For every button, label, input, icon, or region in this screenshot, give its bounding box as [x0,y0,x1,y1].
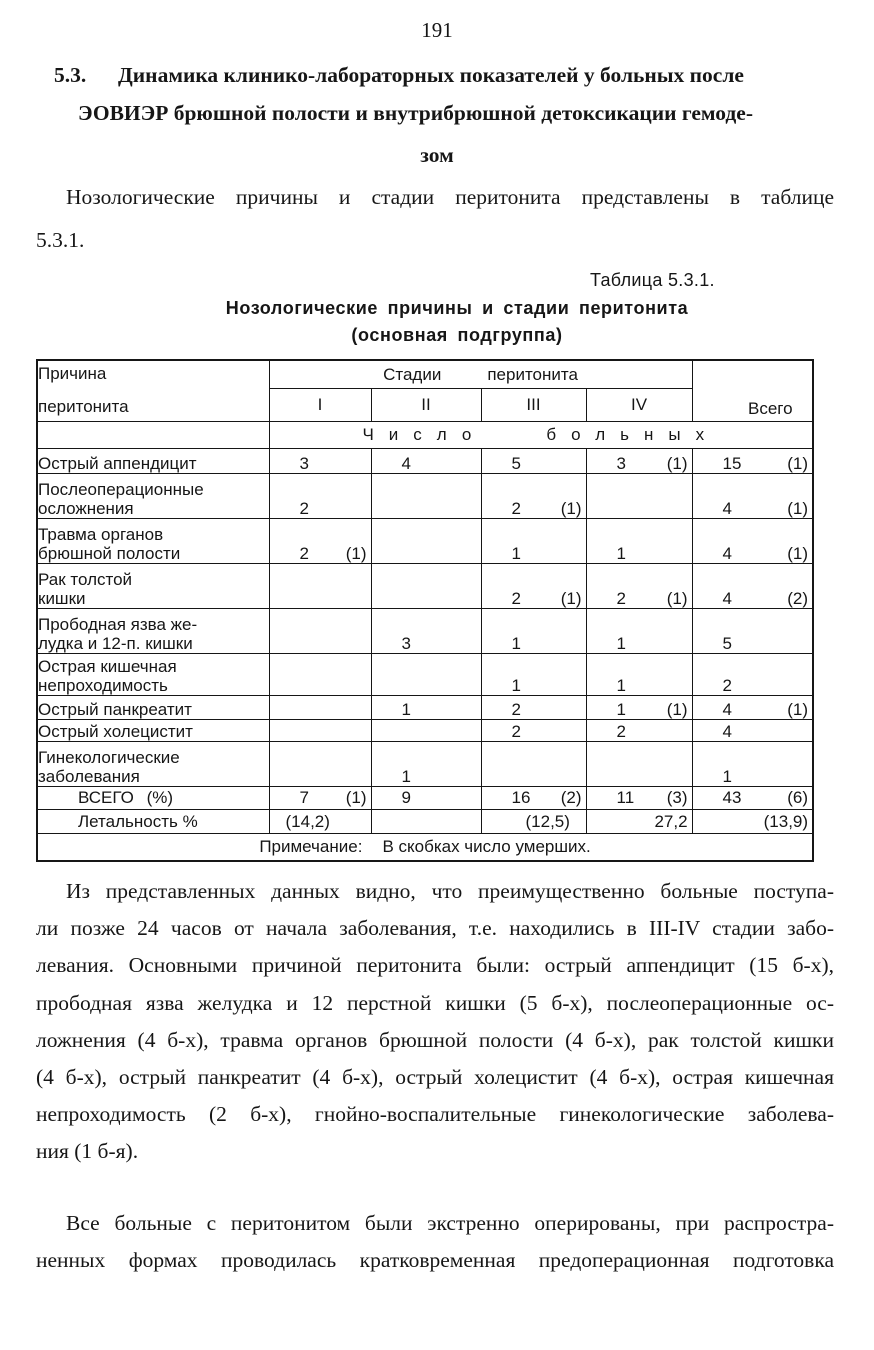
table-row [37,741,813,786]
patient-count: 43 [722,788,742,807]
header-cause-line-1: Причина [38,364,107,383]
cell-r6-c2 [481,695,586,719]
patient-count: 3 [401,633,411,653]
paragraph-line: ли позже 24 часов от начала заболевания, т.е. находились в III-IV стадии забо- [36,916,834,941]
table-row [37,719,813,741]
cell-r1-c0 [269,473,371,518]
cell-r4-c2 [481,608,586,653]
cell-r7-c2 [481,719,586,741]
header-stages [269,360,692,388]
cause-name-line: лудка и 12-п. кишки [38,633,193,653]
cell-r8-c4 [692,741,813,786]
cause-name-line: Острый панкреатит [38,699,192,719]
stage-header-1: I [269,388,371,421]
patient-count: 2 [616,721,626,741]
paragraph-line: ненных формах проводилась кратковременная предоперационная подготовка [36,1248,834,1273]
cause-name-line: Травма органов [38,524,164,544]
cause-name-line: осложнения [38,498,134,518]
cell-r6-c1 [371,695,481,719]
table-row [37,695,813,719]
count-spacer [37,421,269,448]
patient-count: 1 [722,766,733,786]
patient-count: 4 [722,699,733,719]
note-row [37,833,813,861]
paragraph-line: непроходимость (2 б-х), гнойно-воспалительные гинекологические заболева- [36,1102,834,1127]
stage-header-3: III [481,388,586,421]
cell-content [482,499,586,518]
mortality-value: (14,2) [269,809,371,833]
cell-r7-c4 [692,719,813,741]
cell-r2-c3 [586,518,692,563]
cause-name-line: брюшной полости [38,543,181,563]
cell-content [270,788,371,807]
cell-r8-c1 [371,741,481,786]
cell-r2-c1 [371,518,481,563]
section-title-line-2: ЭОВИЭР брюшной полости и внутрибрюшной детоксикации гемоде- [78,101,753,125]
cell-rtotal-c3 [586,786,692,809]
death-count: (1) [666,699,688,719]
paragraph-line: левания. Основными причиной перитонита были: острый аппендицит (15 б-х), [36,953,834,978]
peritonitis-table [36,359,814,862]
patient-count: 1 [401,699,411,719]
cause-name-line: заболевания [38,766,140,786]
header-total: Всего [692,360,813,421]
mortality-value: (12,5) [481,809,586,833]
patient-count: 1 [616,699,626,719]
cell-r5-c4 [692,653,813,695]
paragraph-line: Все больные с перитонитом были экстренно оперированы, при распростра- [66,1211,834,1235]
cell-content [482,676,586,695]
cell-content [587,454,692,473]
cell-content [372,700,481,719]
cell-rtotal-c0 [269,786,371,809]
header-cause [37,360,269,421]
stage-header-2: II [371,388,481,421]
section-title-line-3: зом [420,143,454,167]
cause-name-line: кишки [38,588,86,608]
cell-content [482,700,586,719]
paragraph-line: прободная язва желудка и 12 перстной кишки (5 б-х), послеоперационные ос- [36,990,834,1015]
cell-r4-c3 [586,608,692,653]
cell-content [587,634,692,653]
patient-count: 2 [722,675,733,695]
death-count: (1) [345,543,367,563]
cell-rtotal-c2 [481,786,586,809]
cell-content [587,788,692,807]
patient-count: 4 [722,498,733,518]
patient-count: 2 [511,588,521,608]
cell-r4-c1 [371,608,481,653]
cell-r5-c3 [586,653,692,695]
death-count: (1) [787,453,809,473]
patient-count: 2 [616,588,626,608]
cell-content [372,634,481,653]
cause-name [37,608,269,653]
cell-r5-c0 [269,653,371,695]
cause-name [37,518,269,563]
cell-rtotal-c4 [692,786,813,809]
cell-content [693,700,813,719]
patient-count: 4 [722,543,733,563]
patient-count: 4 [722,721,733,741]
cell-content [482,454,586,473]
table-row [37,518,813,563]
cell-r5-c1 [371,653,481,695]
death-count: (1) [787,543,809,563]
cell-content [482,634,586,653]
table-note [37,833,813,861]
cell-content [693,454,813,473]
table-row [37,448,813,473]
cell-r0-c1 [371,448,481,473]
patient-count: 2 [299,543,309,563]
patient-count: 16 [511,788,531,807]
cell-r3-c2 [481,563,586,608]
cause-name-line: Острый аппендицит [38,453,197,473]
cause-name [37,448,269,473]
cell-content [693,722,813,741]
cell-content [372,788,481,807]
cell-content [372,454,481,473]
cell-content [693,544,813,563]
cell-content [693,788,813,807]
paragraph-line: ния (1 б-я). [36,1139,139,1164]
mortality-value [371,809,481,833]
total-row [37,786,813,809]
death-count: (1) [787,699,809,719]
cell-r7-c1 [371,719,481,741]
cell-r3-c3 [586,563,692,608]
paragraph-line: Из представленных данных видно, что преимущественно больные поступа- [66,879,834,903]
cell-content [587,700,692,719]
table-title-line-1: Нозологические причины и стадии перитонита [225,298,689,318]
cause-name [37,741,269,786]
cell-content [693,499,813,518]
header-stages-word-1: Стадии [383,364,442,384]
patient-count: 2 [511,498,521,518]
cause-name [37,563,269,608]
cell-r7-c3 [586,719,692,741]
death-count: (1) [787,498,809,518]
death-count: (2) [560,788,582,807]
paragraph-line: ложнения (4 б-х), травма органов брюшной полости (4 б-х), рак толстой кишки [36,1027,834,1052]
intro-line-2: 5.3.1. [36,228,85,252]
cause-name-line: Гинекологические [38,747,180,767]
cell-r1-c1 [371,473,481,518]
cell-content [482,722,586,741]
cell-content [270,499,371,518]
patient-count: 1 [616,675,626,695]
mortality-row [37,809,813,833]
count-word-2: больных [546,425,720,444]
table-row [37,608,813,653]
patient-count: 4 [722,588,733,608]
cell-r1-c2 [481,473,586,518]
patient-count: 1 [401,766,411,786]
mortality-label: Летальность % [37,809,269,833]
cause-name [37,473,269,518]
death-count: (1) [345,788,367,807]
cell-r3-c1 [371,563,481,608]
cell-content [482,788,586,807]
cell-r0-c2 [481,448,586,473]
cell-content [270,454,371,473]
cell-content [587,544,692,563]
mortality-value: 27,2 [586,809,692,833]
table-row [37,653,813,695]
death-count: (6) [787,788,809,807]
header-stages-word-2: перитонита [487,364,578,384]
cause-name-line: Послеоперационные [38,479,204,499]
death-count: (2) [787,588,809,608]
note-label: Примечание: [259,837,363,857]
patient-count: 5 [511,453,521,473]
cell-content [693,767,813,786]
cause-name [37,653,269,695]
cell-rtotal-c1 [371,786,481,809]
table-title-line-2: (основная подгруппа) [351,325,563,345]
cell-r0-c3 [586,448,692,473]
cell-r8-c2 [481,741,586,786]
cell-content [372,767,481,786]
cell-r6-c3 [586,695,692,719]
death-count: (1) [560,498,582,518]
table-label: Таблица 5.3.1. [590,270,715,290]
cell-r4-c4 [692,608,813,653]
page-number: 191 [421,18,453,42]
patient-count: 1 [616,543,626,563]
stage-header-4: IV [586,388,692,421]
patient-count: 4 [401,453,411,473]
patient-count: 3 [299,453,309,473]
table-row [37,473,813,518]
patient-count: 2 [511,699,521,719]
cell-r5-c2 [481,653,586,695]
header-cause-line-2: перитонита [38,397,129,416]
cell-r2-c0 [269,518,371,563]
patient-count: 2 [299,498,309,518]
cell-content [693,676,813,695]
death-count: (1) [666,453,688,473]
patient-count: 2 [511,721,521,741]
cell-r7-c0 [269,719,371,741]
cell-r8-c0 [269,741,371,786]
cell-content [270,544,371,563]
cell-r6-c4 [692,695,813,719]
cause-name [37,719,269,741]
patient-count: 1 [616,633,626,653]
patient-count: 11 [616,788,635,807]
cell-content [587,589,692,608]
cell-content [482,544,586,563]
section-number: 5.3. [54,63,87,87]
cell-content [693,634,813,653]
death-count: (1) [666,588,688,608]
cell-r3-c4 [692,563,813,608]
note-text: В скобках число умерших. [382,837,591,857]
cell-r0-c4 [692,448,813,473]
cause-name-line: Острый холецистит [38,721,193,741]
cell-r1-c4 [692,473,813,518]
patient-count: 1 [511,675,521,695]
patient-count: 1 [511,633,521,653]
cell-content [693,589,813,608]
total-label: ВСЕГО (%) [37,786,269,809]
cell-r2-c4 [692,518,813,563]
cause-name-line: Рак толстой [38,569,133,589]
cell-r6-c0 [269,695,371,719]
cell-r4-c0 [269,608,371,653]
patient-count: 5 [722,633,733,653]
cell-r2-c2 [481,518,586,563]
mortality-value: (13,9) [692,809,813,833]
count-label [269,421,813,448]
cell-r8-c3 [586,741,692,786]
intro-line-1: Нозологические причины и стадии перитонита представлены в таблице [66,185,834,209]
cell-content [587,722,692,741]
cell-r1-c3 [586,473,692,518]
cause-name-line: Острая кишечная [38,656,177,676]
patient-count: 3 [616,453,626,473]
patient-count: 15 [722,453,742,473]
table-row [37,563,813,608]
section-title-line-1: Динамика клинико-лабораторных показателей у больных после [118,63,744,87]
cell-r3-c0 [269,563,371,608]
death-count: (3) [666,788,688,807]
cause-name-line: непроходимость [38,675,168,695]
cause-name [37,695,269,719]
patient-count: 1 [511,543,521,563]
paragraph-line: (4 б-х), острый панкреатит (4 б-х), острый холецистит (4 б-х), острая кишечная [36,1065,834,1089]
cause-name-line: Прободная язва же- [38,614,198,634]
patient-count: 7 [299,788,309,807]
death-count: (1) [560,588,582,608]
cell-r0-c0 [269,448,371,473]
cell-content [587,676,692,695]
patient-count: 9 [401,788,411,807]
cell-content [482,589,586,608]
count-word-1: Число [362,425,487,444]
